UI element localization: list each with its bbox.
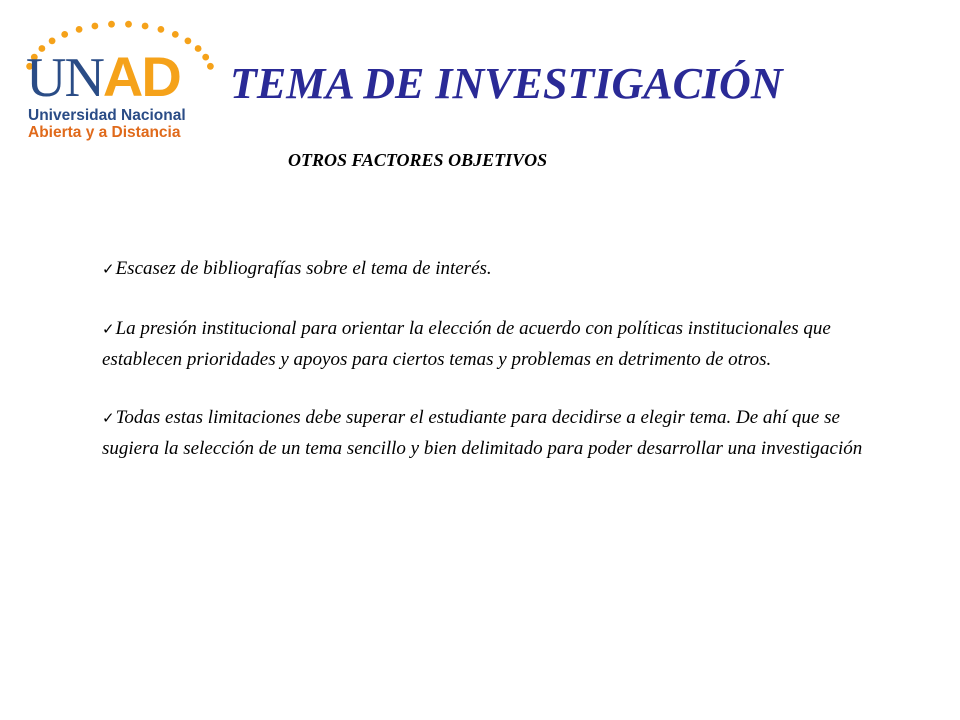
bullet-text: Escasez de bibliografías sobre el tema de interés. [115, 258, 492, 279]
checkmark-icon: ✓ [102, 411, 115, 427]
checkmark-icon: ✓ [102, 322, 115, 338]
slide-subtitle: OTROS FACTORES OBJETIVOS [288, 150, 548, 170]
bullet-list [102, 254, 892, 492]
slide-title: TEMA DE INVESTIGACIÓN [230, 59, 783, 108]
logo-arc-dot [92, 23, 99, 30]
logo-wordmark [26, 45, 180, 109]
logo-un-text: UN [26, 47, 103, 109]
logo-arc-dot [207, 63, 214, 70]
logo-arc-dot [108, 21, 115, 28]
logo-university-name: Universidad Nacional [28, 107, 186, 124]
checkmark-icon: ✓ [102, 262, 115, 278]
logo-arc-dot [202, 54, 209, 61]
bullet-text: Todas estas limitaciones debe superar el estudiante para decidirse a elegir tema. De ahí que se sugiera la selección de un tema sencillo y bien delimitado para poder desarrollar una investigación [102, 407, 863, 459]
unad-logo [20, 14, 220, 141]
logo-arc-dot [61, 31, 68, 38]
logo-arc-dot [49, 38, 56, 45]
bullet-text: La presión institucional para orientar la elección de acuerdo con políticas institucionales que establecen prioridades y apoyos para ciertos temas y problemas en detrimento de otros. [102, 318, 831, 370]
logo-university-tagline: Abierta y a Distancia [28, 124, 181, 141]
bullet-item [102, 403, 892, 463]
logo-arc-dot [142, 23, 149, 30]
logo-arc-dot [172, 31, 179, 38]
logo-arc-dot [195, 45, 202, 52]
logo-arc-dot [125, 21, 132, 28]
logo-arc-dot [185, 38, 192, 45]
bullet-item [102, 254, 892, 285]
logo-arc-dot [158, 26, 165, 33]
logo-arc-dot [76, 26, 83, 33]
logo-ad-text: AD [102, 45, 180, 108]
bullet-item [102, 314, 892, 374]
